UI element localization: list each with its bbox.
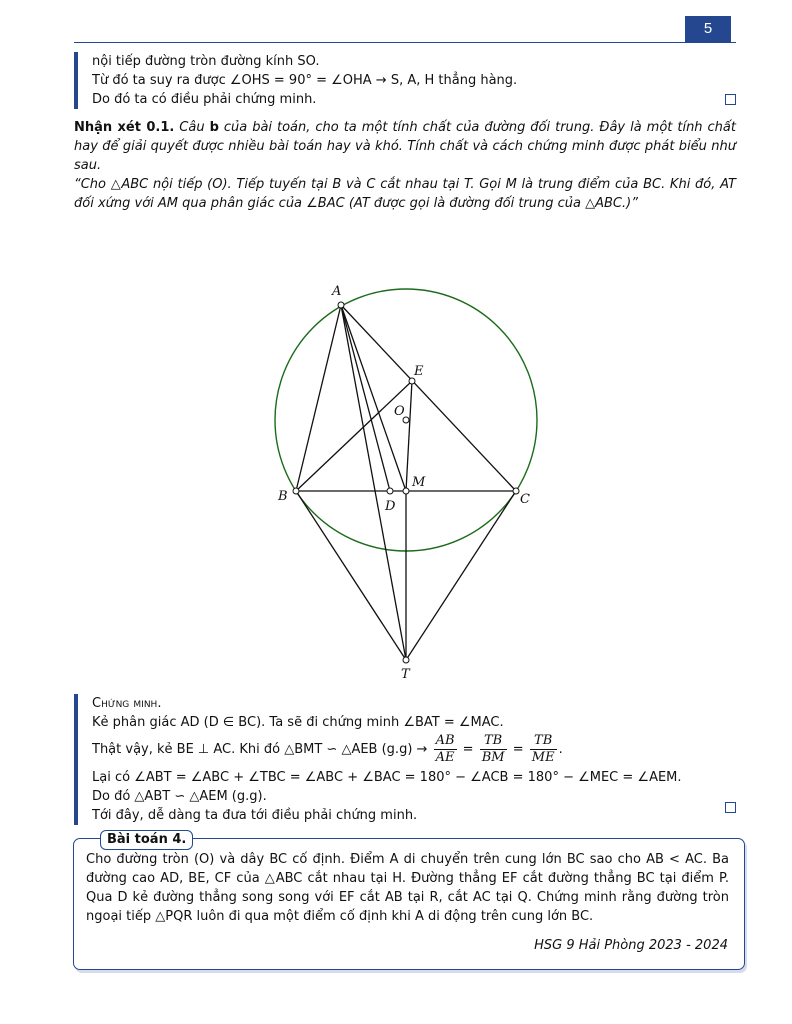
equals-sign-1: = [462, 742, 474, 757]
proof-line-2-suffix: . [558, 742, 563, 757]
point-M [403, 488, 409, 494]
proof-block [74, 694, 738, 825]
top-proof-line-1: nội tiếp đường tròn đường kính SO. [92, 54, 320, 69]
problem-text: Cho đường tròn (O) và dây BC cố định. Điểm A di chuyển trên cung lớn BC sao cho AB < AC. Ba đường cao AD, BE, CF của △ABC cắt nhau tại H. Đường thẳng EF cắt đường thẳng BC tại điểm P. Qua D kẻ đường thẳng song song với EF cắt AB tại R, cắt AC tại Q. Chứng minh rằng đường tròn ngoại tiếp △PQR luôn đi qua một điểm cố định khi A di động trên cung lớn BC. [86, 852, 729, 924]
proof-line-3: Lại có ∠ABT = ∠ABC + ∠TBC = ∠ABC + ∠BAC = 180° − ∠ACB = 180° − ∠MEC = ∠AEM. [92, 770, 682, 785]
segment-AT [341, 305, 406, 660]
point-C [513, 488, 519, 494]
label-D: D [385, 499, 396, 514]
proof-line-5: Tới đây, dễ dàng ta đưa tới điều phải chứng minh. [92, 808, 418, 823]
equals-sign-2: = [512, 742, 524, 757]
remark-text-1: Câu [179, 120, 210, 135]
top-proof-line-2: Từ đó ta suy ra được ∠OHS = 90° = ∠OHA → S, A, H thẳng hàng. [92, 73, 518, 88]
label-T: T [401, 667, 410, 682]
point-D [387, 488, 393, 494]
proof-title: Chứng minh. [92, 696, 162, 711]
remark-text-2: của bài toán, cho ta một tính chất của đường đối trung. Đây là một tính chất hay để giải quyết được nhiều bài toán hay và khó. Tính chất và cách chứng minh được phát biểu như sau. [74, 120, 736, 173]
label-B: B [278, 489, 288, 504]
problem-source: HSG 9 Hải Phòng 2023 - 2024 [534, 938, 728, 953]
label-C: C [520, 492, 530, 507]
top-proof-line-3: Do đó ta có điều phải chứng minh. [92, 92, 317, 107]
tangent-CT [406, 491, 516, 660]
proof-line-2-prefix: Thật vậy, kẻ BE ⊥ AC. Khi đó △BMT ∽ △AEB (g.g) → [92, 742, 432, 757]
point-A [338, 302, 344, 308]
page-number: 5 [685, 16, 731, 42]
point-T [403, 657, 409, 663]
label-E: E [414, 364, 424, 379]
segment-AM [341, 305, 406, 491]
remark-text-bold: b [209, 120, 219, 135]
proof-line-4: Do đó △ABT ∽ △AEM (g.g). [92, 789, 267, 804]
point-B [293, 488, 299, 494]
remark-label: Nhận xét 0.1. [74, 120, 175, 135]
remark-quote: “Cho △ABC nội tiếp (O). Tiếp tuyến tại B và C cắt nhau tại T. Gọi M là trung điểm của BC. Khi đó, AT đối xứng với AM qua phân giác của ∠BAC (AT được gọi là đường đối trung của △ABC.)” [74, 177, 736, 211]
label-M: M [412, 475, 426, 490]
segment-AC [341, 305, 516, 491]
fraction-tb-me: $\frac{TB}{ME}$ [531, 733, 555, 765]
proof-line-2 [92, 732, 738, 768]
problem-title: Bài toán 4. [100, 830, 193, 850]
label-O: O [394, 404, 405, 419]
qed-square-2 [725, 802, 736, 813]
proof-line-1: Kẻ phân giác AD (D ∈ BC). Ta sẽ đi chứng minh ∠BAT = ∠MAC. [92, 715, 504, 730]
segment-BE [296, 381, 412, 491]
tangent-BT [296, 491, 406, 660]
fraction-ab-ae: $\frac{AB}{AE}$ [435, 733, 455, 765]
segment-AD [341, 305, 390, 491]
label-A: A [332, 284, 342, 299]
fraction-tb-bm: $\frac{TB}{BM}$ [481, 733, 505, 765]
segment-AB [296, 305, 341, 491]
